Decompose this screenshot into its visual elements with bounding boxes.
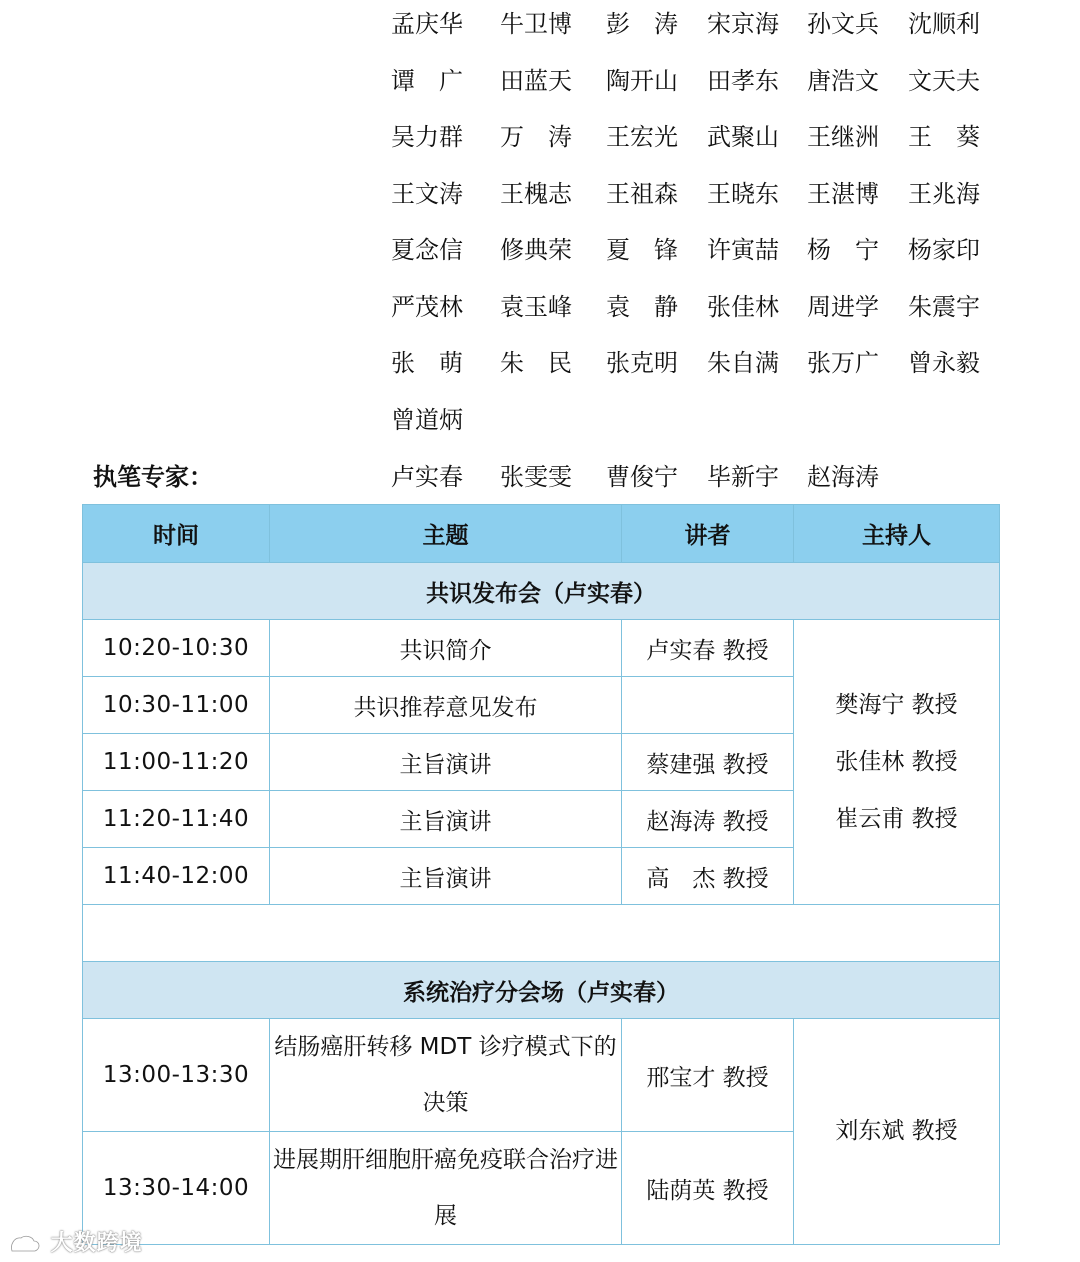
expert-name: 王文涛 <box>391 180 463 208</box>
topic-cell: 主旨演讲 <box>270 791 622 848</box>
watermark-text: 大数跨境 <box>50 1231 143 1256</box>
expert-name: 曾道炳 <box>391 406 463 434</box>
speaker-cell <box>622 677 794 734</box>
section-header-2 <box>83 962 1000 1019</box>
expert-name: 王湛博 <box>807 180 879 208</box>
header-time: 时间 <box>83 505 270 563</box>
header-topic: 主题 <box>270 505 622 563</box>
expert-name: 唐浩文 <box>807 67 879 95</box>
expert-name: 田蓝天 <box>500 67 572 95</box>
expert-name: 沈顺利 <box>908 10 980 38</box>
speaker-cell: 陆荫英 教授 <box>622 1132 794 1245</box>
speaker-cell: 赵海涛 教授 <box>622 791 794 848</box>
expert-name: 牛卫博 <box>500 10 572 38</box>
topic-cell: 共识推荐意见发布 <box>270 677 622 734</box>
speaker-cell: 邢宝才 教授 <box>622 1019 794 1132</box>
expert-name: 朱震宇 <box>908 293 980 321</box>
host-cell <box>794 1019 1000 1245</box>
time-cell: 10:30-11:00 <box>83 677 270 734</box>
time-cell: 10:20-10:30 <box>83 620 270 677</box>
table-header-row <box>83 505 1000 563</box>
expert-name: 朱 民 <box>500 349 572 377</box>
expert-name: 谭 广 <box>391 67 463 95</box>
expert-name: 王祖森 <box>606 180 678 208</box>
speaker-cell: 卢实春 教授 <box>622 620 794 677</box>
header-speaker: 讲者 <box>622 505 794 563</box>
expert-name: 田孝东 <box>707 67 779 95</box>
expert-name: 王继洲 <box>807 123 879 151</box>
watermark <box>8 1226 143 1257</box>
expert-name: 许寅喆 <box>707 236 779 264</box>
expert-name: 王晓东 <box>707 180 779 208</box>
expert-name: 王槐志 <box>500 180 572 208</box>
expert-name: 周进学 <box>807 293 879 321</box>
expert-name: 夏 锋 <box>606 236 678 264</box>
expert-name: 杨 宁 <box>807 236 879 264</box>
section-title: 系统治疗分会场（卢实春） <box>83 962 1000 1019</box>
time-cell: 11:40-12:00 <box>83 848 270 905</box>
host-name: 樊海宁 教授 <box>835 691 958 718</box>
expert-name: 修典荣 <box>500 236 572 264</box>
expert-name: 张佳林 <box>707 293 779 321</box>
writer-name: 张雯雯 <box>500 463 572 491</box>
writer-name: 毕新宇 <box>707 463 779 491</box>
writer-name: 卢实春 <box>391 463 463 491</box>
time-cell: 13:00-13:30 <box>83 1019 270 1132</box>
speaker-cell: 蔡建强 教授 <box>622 734 794 791</box>
time-cell: 11:20-11:40 <box>83 791 270 848</box>
expert-name: 王宏光 <box>606 123 678 151</box>
host-name: 刘东斌 教授 <box>835 1118 958 1144</box>
time-cell: 13:30-14:00 <box>83 1132 270 1245</box>
topic-cell: 主旨演讲 <box>270 848 622 905</box>
expert-name: 孙文兵 <box>807 10 879 38</box>
expert-name: 曾永毅 <box>908 349 980 377</box>
speaker-cell: 高 杰 教授 <box>622 848 794 905</box>
expert-name: 文天夫 <box>908 67 980 95</box>
expert-name: 杨家印 <box>908 236 980 264</box>
topic-cell: 结肠癌肝转移 MDT 诊疗模式下的决策 <box>270 1019 622 1132</box>
expert-name: 张克明 <box>606 349 678 377</box>
expert-name: 王兆海 <box>908 180 980 208</box>
expert-name: 孟庆华 <box>391 10 463 38</box>
blank-row <box>83 905 1000 962</box>
watermark-logo-icon <box>8 1233 42 1255</box>
blank-cell <box>83 905 1000 962</box>
expert-name: 王 葵 <box>908 123 980 151</box>
topic-cell: 进展期肝细胞肝癌免疫联合治疗进展 <box>270 1132 622 1245</box>
expert-name: 万 涛 <box>500 123 572 151</box>
topic-cell: 共识简介 <box>270 620 622 677</box>
writer-name: 曹俊宁 <box>606 463 678 491</box>
section-title: 共识发布会（卢实春） <box>83 563 1000 620</box>
expert-name: 陶开山 <box>606 67 678 95</box>
expert-name: 武聚山 <box>707 123 779 151</box>
expert-name: 宋京海 <box>707 10 779 38</box>
expert-name: 张 萌 <box>391 349 463 377</box>
host-name: 崔云甫 教授 <box>835 805 958 832</box>
topic-cell: 主旨演讲 <box>270 734 622 791</box>
table-row <box>83 1019 1000 1132</box>
host-cell <box>794 620 1000 905</box>
expert-name: 张万广 <box>807 349 879 377</box>
expert-name: 朱自满 <box>707 349 779 377</box>
writer-name: 赵海涛 <box>807 463 879 491</box>
section-header-1 <box>83 563 1000 620</box>
expert-name: 严茂林 <box>391 293 463 321</box>
writers-label: 执笔专家： <box>93 463 213 491</box>
expert-name: 袁玉峰 <box>500 293 572 321</box>
header-host: 主持人 <box>794 505 1000 563</box>
expert-name: 吴力群 <box>391 123 463 151</box>
time-cell: 11:00-11:20 <box>83 734 270 791</box>
expert-name: 夏念信 <box>391 236 463 264</box>
expert-name: 袁 静 <box>606 293 678 321</box>
table-row <box>83 620 1000 677</box>
schedule-table <box>82 504 1000 1245</box>
host-name: 张佳林 教授 <box>835 748 958 775</box>
expert-name: 彭 涛 <box>606 10 678 38</box>
